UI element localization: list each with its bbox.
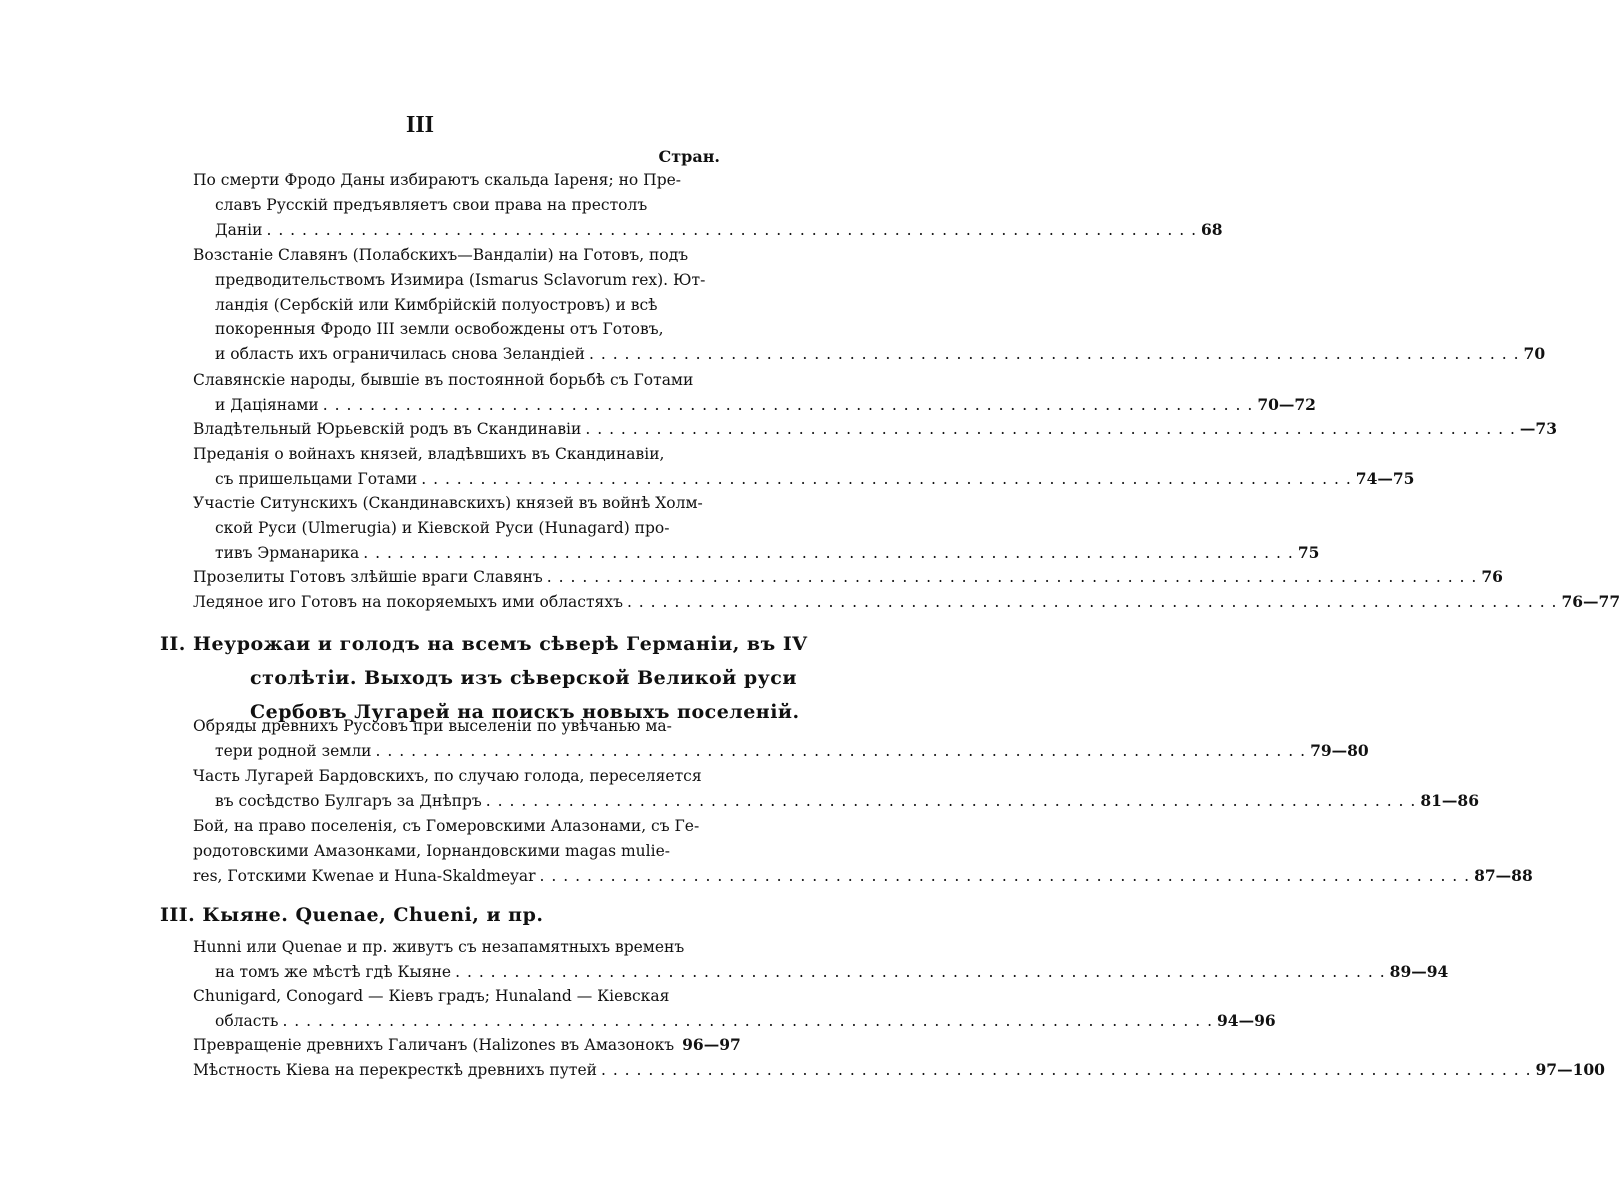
entry-page: 75 <box>1297 542 1320 562</box>
toc-entry <box>193 417 1557 442</box>
entry-page: 70—72 <box>1257 394 1316 414</box>
entry-line: Преданія о войнахъ князей, владѣвшихъ въ Скандинавіи, <box>193 445 665 463</box>
entry-page: 74—75 <box>1355 468 1415 488</box>
section-line: III. Кыяне. Quenae, Chueni, и пр. <box>160 904 544 926</box>
entry-page: 76 <box>1481 567 1503 586</box>
leader-dots <box>282 1009 1213 1034</box>
entry-line: Часть Лугарей Бардовскихъ, по случаю голода, переселяется <box>193 767 702 785</box>
leader-dots <box>589 342 1520 367</box>
section-heading <box>160 898 720 932</box>
leader-dots <box>627 590 1558 615</box>
section-line: II. Неурожаи и голодъ на всемъ сѣверѣ Германіи, въ IV <box>160 633 808 655</box>
entry-line: ландія (Сербскій или Кимбрійскій полуостровъ) и всѣ <box>215 295 658 314</box>
entry-line: предводительствомъ Изимира (Ismarus Sclavorum rex). Ют- <box>215 270 706 289</box>
leader-dots <box>540 864 1471 889</box>
entry-title-end: Превращеніе древнихъ Галичанъ (Halizones въ Амазонокъ <box>193 1036 675 1054</box>
entry-title-end: Владѣтельный Юрьевскій родъ въ Скандинавіи <box>193 420 582 438</box>
entry-title-end: въ сосѣдство Булгаръ за Днѣпръ <box>215 791 482 810</box>
toc-entry <box>193 590 1620 615</box>
leader-dots <box>455 960 1386 985</box>
entry-page: 97—100 <box>1535 1060 1605 1079</box>
entry-page: 70 <box>1523 344 1546 364</box>
toc-entry <box>193 984 1276 1034</box>
toc-entry <box>193 764 1479 814</box>
section-line: Сербовъ Лугарей на поискъ новыхъ поселеній. <box>250 701 800 723</box>
entry-title-end: область <box>215 1011 279 1030</box>
entry-title-end: Ледяное иго Готовъ на покоряемыхъ ими областяхъ <box>193 593 623 611</box>
entry-line: славъ Русскій предъявляетъ свои права на престолъ <box>215 195 648 214</box>
leader-dots <box>323 393 1254 418</box>
toc-entry <box>193 168 1223 242</box>
entry-line: Chunigard, Conogard — Кіевъ градъ; Hunaland — Кіевская <box>193 987 670 1005</box>
entry-page: 81—86 <box>1420 790 1479 810</box>
leader-dots <box>363 541 1294 566</box>
leader-dots <box>601 1058 1532 1083</box>
leader-dots <box>547 565 1478 590</box>
entry-page: 89—94 <box>1389 961 1449 981</box>
leader-dots <box>421 467 1352 492</box>
leader-dots <box>486 789 1417 814</box>
toc-entry <box>193 565 1503 590</box>
entry-page: —73 <box>1519 419 1557 438</box>
toc-entry <box>193 1033 741 1058</box>
entry-title-end: и Даціянами <box>215 395 319 414</box>
entry-page: 68 <box>1201 219 1223 239</box>
toc-entry <box>193 935 1449 985</box>
entry-line: ской Руси (Ulmerugia) и Кіевской Руси (Hunagard) про- <box>215 518 670 537</box>
entry-title-end: Мѣстность Кіева на перекресткѣ древнихъ путей <box>193 1061 597 1079</box>
entry-line: покоренныя Фродо III земли освобождены отъ Готовъ, <box>215 320 664 339</box>
toc-entry <box>193 814 1533 888</box>
entry-title-end: Даніи <box>215 220 263 239</box>
leader-dots <box>376 739 1307 764</box>
entry-page: 94—96 <box>1217 1010 1276 1030</box>
entry-title-end: на томъ же мѣстѣ гдѣ Кыяне <box>215 962 452 981</box>
entry-line: Славянскіе народы, бывшіе въ постоянной борьбѣ съ Готами <box>193 371 694 389</box>
toc-entry <box>193 491 1320 565</box>
entry-page: 87—88 <box>1474 865 1533 885</box>
entry-title-end: тивъ Эрманарика <box>215 543 360 562</box>
entry-page: 76—77 <box>1561 592 1620 611</box>
toc-entry <box>193 714 1369 764</box>
leader-dots <box>266 218 1197 243</box>
toc-entry <box>193 368 1316 418</box>
entry-title-end: съ пришельцами Готами <box>215 469 418 488</box>
entry-line: Возстаніе Славянъ (Полабскихъ—Вандаліи) на Готовъ, подъ <box>193 246 689 264</box>
entry-line: Бой, на право поселенія, съ Гомеровскими Алазонами, съ Ге- <box>193 817 700 835</box>
entry-title-end: res, Готскими Kwenae и Huna-Skaldmeyar <box>193 866 536 885</box>
entry-line: Hunni или Quenae и пр. живутъ съ незапамятныхъ временъ <box>193 938 685 956</box>
page-number: III <box>405 112 435 138</box>
entry-title-end: Прозелиты Готовъ злѣйшіе враги Славянъ <box>193 568 543 586</box>
toc-entry <box>193 442 1415 492</box>
leader-dots <box>585 417 1516 442</box>
section-line: столѣтіи. Выходъ изъ сѣверской Великой руси <box>250 667 797 689</box>
toc-entry <box>193 243 1546 367</box>
entry-line: родотовскими Амазонками, Іорнандовскими magas mulie- <box>193 841 670 860</box>
entry-title-end: и область ихъ ограничилась снова Зеландіей <box>215 345 585 364</box>
page-column-header: Стран. <box>658 147 720 166</box>
entry-line: Участіе Ситунскихъ (Скандинавскихъ) князей въ войнѣ Холм- <box>193 494 703 512</box>
entry-page: 96—97 <box>682 1035 741 1054</box>
entry-title-end: тери родной земли <box>215 741 372 760</box>
entry-line: Обряды древнихъ Руссовъ при выселеніи по увѣчанью ма- <box>193 717 672 735</box>
entry-page: 79—80 <box>1310 740 1369 760</box>
toc-entry <box>193 1058 1605 1083</box>
entry-line: По смерти Фродо Даны избираютъ скальда Іареня; но Пре- <box>193 171 682 189</box>
